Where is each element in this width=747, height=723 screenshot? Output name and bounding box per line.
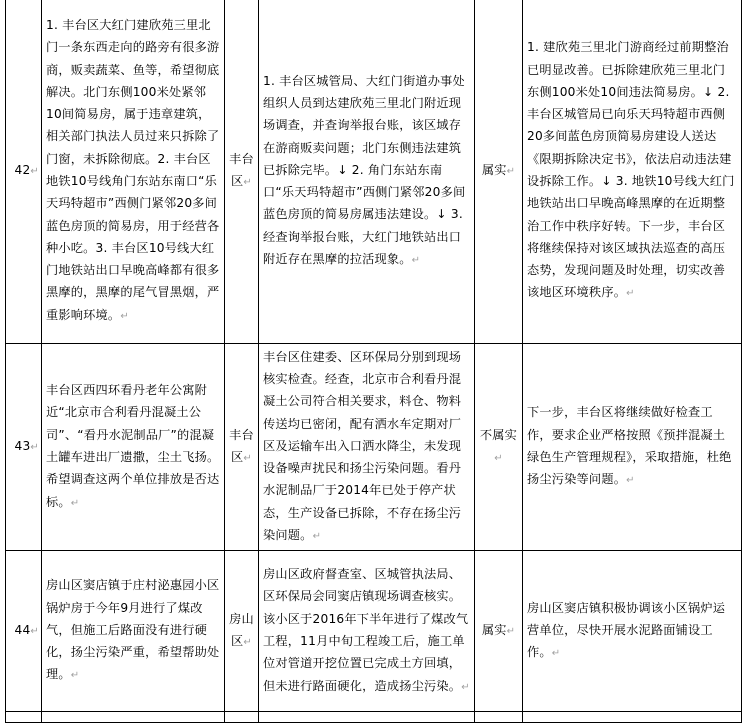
paragraph-mark-icon: ↵ (626, 288, 635, 300)
row-number-cell (6, 344, 42, 551)
paragraph-mark-icon: ↵ (30, 165, 39, 177)
row-number-cell (6, 551, 42, 712)
paragraph-mark-icon: ↵ (506, 165, 516, 177)
problem-text: 丰台区西四环看丹老年公寓附近“北京市合利看丹混凝土公司”、“看丹水泥制品厂”的混凝土罐车进出厂遗撒，尘土飞扬。希望调查这两个单位排放是否达标。 (46, 383, 220, 509)
paragraph-mark-icon: ↵ (30, 441, 39, 453)
handling-cell (523, 0, 742, 344)
paragraph-mark-icon: ↵ (551, 648, 561, 660)
empty-cell (42, 712, 225, 723)
paragraph-mark-icon: ↵ (30, 625, 39, 637)
paragraph-mark-icon: ↵ (243, 637, 252, 648)
verified-status: 属实 (481, 622, 507, 637)
problem-cell (42, 551, 225, 712)
investigation-cell (259, 551, 475, 712)
handling-cell (523, 344, 742, 551)
paragraph-mark-icon: ↵ (411, 255, 421, 267)
paragraph-mark-icon: ↵ (461, 681, 470, 693)
district-cell (225, 344, 259, 551)
paragraph-mark-icon: ↵ (626, 475, 635, 487)
handling-cell (523, 551, 742, 712)
empty-cell (523, 712, 742, 723)
problem-cell (42, 0, 225, 344)
investigation-cell (259, 344, 475, 551)
paragraph-mark-icon: ↵ (312, 531, 322, 543)
table-row (6, 344, 742, 551)
verified-cell (475, 551, 523, 712)
verified-cell (475, 0, 523, 344)
verified-cell (475, 344, 523, 551)
investigation-text: 1. 丰台区城管局、大红门街道办事处组织人员到达建欣苑三里北门附近现场调查，并查询举报台账，该区域存在游商贩卖问题；北门东侧违法建筑已拆除完毕。↓ 2. 角门东站东南口“乐天玛特超市”西侧门紧邻20多间蓝色房顶的简易房属违法建设。↓ 3. 经查询举报台账，大红门地铁站出口附近存在黑摩的拉活现象。 (263, 73, 466, 267)
paragraph-mark-icon: ↵ (494, 453, 503, 464)
district-cell (225, 551, 259, 712)
investigation-text: 房山区政府督查室、区城管执法局、区环保局会同窦店镇现场调查核实。该小区于2016年下半年进行了煤改气工程，11月中旬工程竣工后，施工单位对管道开挖位置已完成土方回填，但未进行路面硬化，造成扬尘污染。 (263, 567, 469, 693)
table-row (6, 0, 742, 344)
row-number: 43 (14, 438, 31, 453)
paragraph-mark-icon: ↵ (120, 310, 129, 322)
investigation-text: 丰台区住建委、区环保局分别到现场核实检查。经查，北京市合利看丹混凝土公司符合相关要求，料仓、物料传送均已密闭，配有洒水车定期对厂区及运输车出入口洒水降尘，未发现设备噪声扰民和扬尘污染问题。看丹水泥制品厂于2014年已处于停产状态，生产设备已拆除，不存在扬尘污染问题。 (263, 349, 462, 543)
verified-status: 属实 (481, 162, 507, 177)
district-text: 房山区 (229, 611, 254, 648)
paragraph-mark-icon: ↵ (506, 625, 516, 637)
report-table (5, 0, 742, 723)
empty-cell (259, 712, 475, 723)
problem-cell (42, 344, 225, 551)
handling-text: 1. 建欣苑三里北门游商经过前期整治已明显改善。已拆除建欣苑三里北门东侧100米处10间违法简易房。↓ 2. 丰台区城管局已向乐天玛特超市西侧20多间蓝色房顶简易房建设人送达《限期拆除决定书》，依法启动违法建设拆除工作。↓ 3. 地铁10号线大红门地铁站出口早晚高峰黑摩的在近期整治工作中秩序好转。下一步，丰台区将继续保持对该区域执法巡查的高压态势，发现问题及时处理，切实改善该地区环境秩序。 (527, 40, 735, 300)
paragraph-mark-icon: ↵ (70, 670, 80, 682)
district-text: 丰台区 (229, 151, 254, 188)
problem-text: 1. 丰台区大红门建欣苑三里北门一条东西走向的路旁有很多游商，贩卖蔬菜、鱼等，希望彻底解决。北门东侧100米处紧邻10间简易房，属于违章建筑，相关部门执法人员过来只拆除了门窗，未拆除彻底。2. 丰台区地铁10号线角门东站东南口“乐天玛特超市”西侧门紧邻20多间蓝色房顶的简易房，用于经营各种小吃。3. 丰台区10号线大红门地铁站出口早晚高峰都有很多黑摩的，黑摩的尾气冒黑烟，严重影响环境。 (46, 17, 220, 322)
handling-text: 下一步，丰台区将继续做好检查工作，要求企业严格按照《预拌混凝土绿色生产管理规程》，采取措施，杜绝扬尘污染等问题。 (527, 405, 732, 487)
paragraph-mark-icon: ↵ (243, 453, 252, 464)
problem-text: 房山区窦店镇于庄村泌惠园小区锅炉房于今年9月进行了煤改气，但施工后路面没有进行硬化，扬尘污染严重，希望帮助处理。 (46, 578, 220, 682)
table-row (6, 712, 742, 723)
table-row (6, 551, 742, 712)
row-number-cell (6, 0, 42, 344)
row-number: 42 (14, 162, 31, 177)
empty-cell (475, 712, 523, 723)
handling-text: 房山区窦店镇积极协调该小区锅炉运营单位，尽快开展水泥路面铺设工作。 (527, 600, 726, 660)
paragraph-mark-icon: ↵ (243, 177, 252, 188)
district-text: 丰台区 (229, 427, 254, 464)
paragraph-mark-icon: ↵ (70, 497, 80, 509)
row-number: 44 (14, 622, 31, 637)
district-cell (225, 0, 259, 344)
verified-status: 不属实 (479, 427, 518, 442)
empty-cell (6, 712, 42, 723)
investigation-cell (259, 0, 475, 344)
empty-cell (225, 712, 259, 723)
